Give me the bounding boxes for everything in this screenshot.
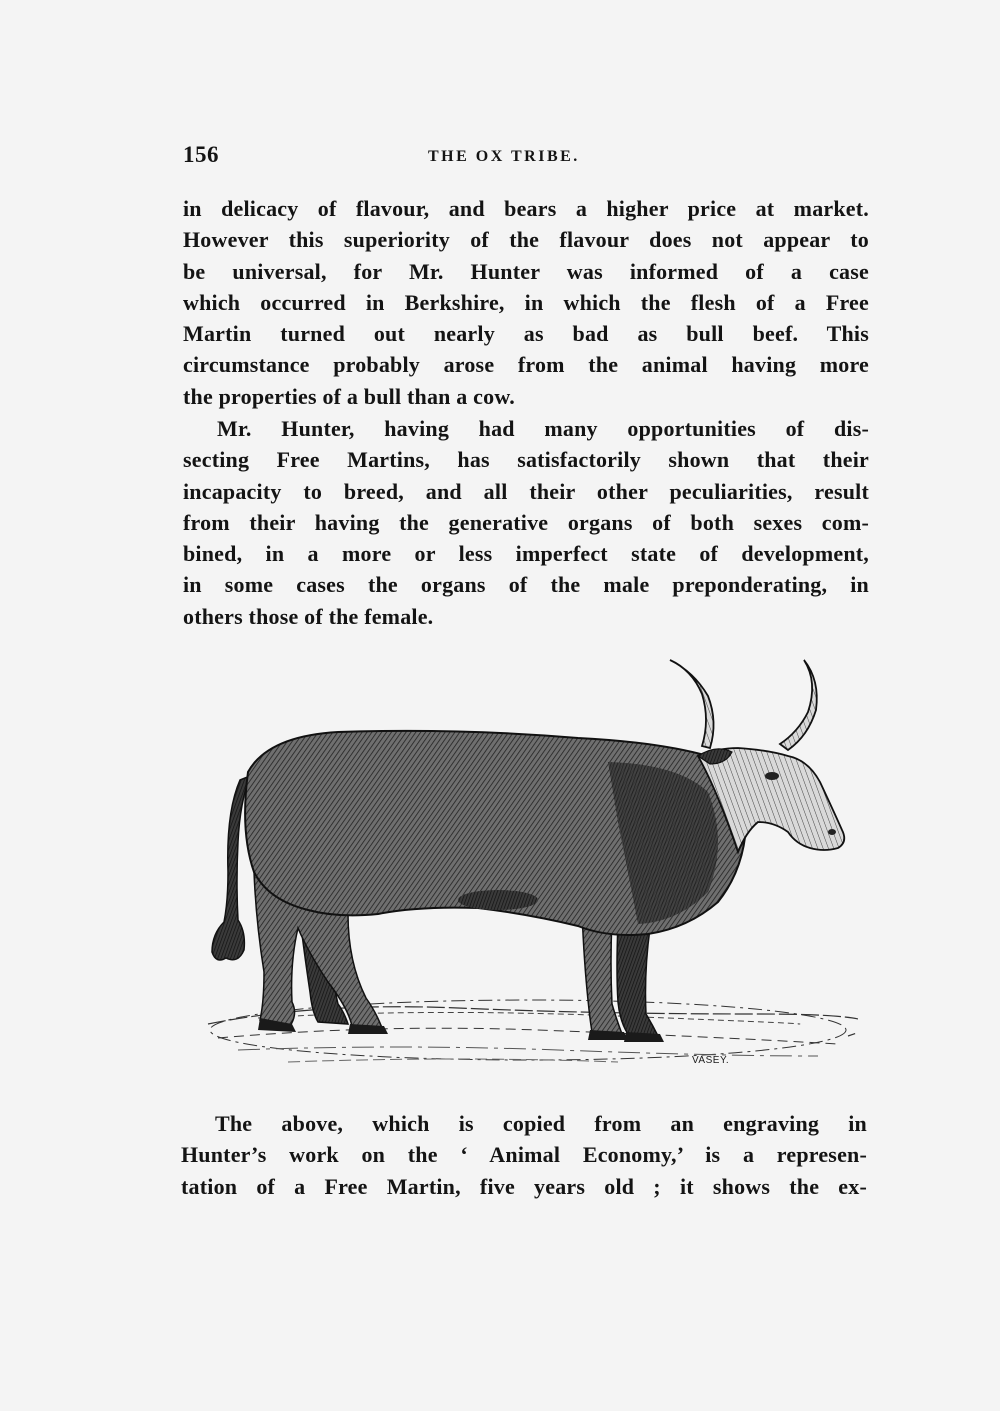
- text-line: which occurred in Berkshire, in which the flesh of a Free: [183, 289, 869, 315]
- text-line: others those of the female.: [183, 603, 434, 629]
- running-title: THE OX TRIBE.: [428, 148, 580, 165]
- paragraph-hunter-dissection: [183, 413, 869, 632]
- ox-horn-left: [670, 660, 714, 748]
- ground-shadow: [208, 1000, 858, 1062]
- page-header: [183, 138, 869, 174]
- text-line: from their having the generative organs of both sexes com-: [183, 509, 869, 535]
- ox-horn-right: [780, 660, 817, 750]
- ox-nostril: [828, 829, 836, 835]
- text-line: tation of a Free Martin, five years old ; it shows the ex-: [181, 1173, 867, 1199]
- text-line: Martin turned out nearly as bad as bull beef. This: [183, 321, 869, 347]
- text-line: circumstance probably arose from the animal having more: [183, 352, 869, 378]
- text-line: bined, in a more or less imperfect state of development,: [183, 541, 869, 567]
- text-line: Hunter’s work on the ‘ Animal Economy,’ is a represen-: [181, 1142, 867, 1168]
- text-line: the properties of a bull than a cow.: [183, 383, 515, 409]
- text-line: incapacity to breed, and all their other peculiarities, result: [183, 478, 869, 504]
- engraver-signature: VASEY.: [692, 1055, 730, 1066]
- paragraph-continuation: [183, 193, 869, 412]
- free-martin-engraving: [198, 652, 858, 1087]
- ox-eye: [765, 772, 779, 780]
- text-line: in some cases the organs of the male preponderating, in: [183, 572, 869, 598]
- paragraph-caption-discussion: [181, 1108, 867, 1202]
- ox-illustration: [198, 652, 858, 1087]
- text-line: Mr. Hunter, having had many opportunities of dis-: [217, 416, 869, 441]
- text-line: However this superiority of the flavour does not appear to: [183, 227, 869, 253]
- ox-front-leg-far: [617, 922, 658, 1036]
- ox-belly-shading: [458, 890, 538, 910]
- text-line: be universal, for Mr. Hunter was informed of a case: [183, 258, 869, 284]
- page-number: 156: [183, 142, 219, 167]
- text-line: secting Free Martins, has satisfactorily shown that their: [183, 447, 869, 473]
- text-line: The above, which is copied from an engraving in: [215, 1111, 867, 1136]
- text-line: in delicacy of flavour, and bears a higher price at market.: [183, 196, 869, 221]
